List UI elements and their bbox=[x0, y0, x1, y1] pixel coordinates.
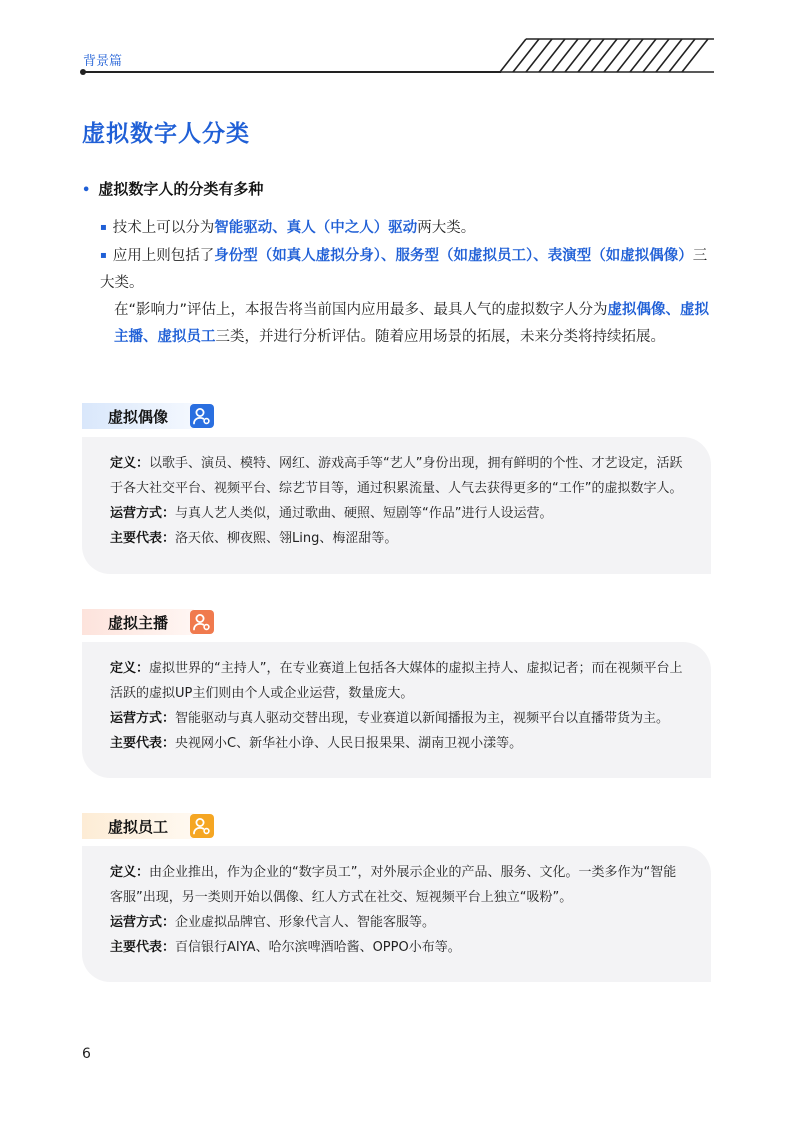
square-bullet-icon: ▪ bbox=[100, 250, 107, 261]
square-bullet-icon: ▪ bbox=[100, 222, 107, 233]
category-card-idol bbox=[82, 437, 711, 574]
definition-label: 定义： bbox=[110, 865, 150, 880]
intro-bullet-tech bbox=[100, 214, 720, 242]
operation-row bbox=[110, 706, 683, 731]
intro-p3-post: 三类，并进行分析评估。随着应用场景的拓展，未来分类将持续拓展。 bbox=[215, 329, 665, 345]
intro-bullet-application bbox=[100, 242, 720, 351]
definition-label: 定义： bbox=[110, 456, 150, 471]
operation-row bbox=[110, 910, 683, 935]
section-heading bbox=[82, 178, 263, 199]
representative-text: 央视网小C、新华社小诤、人民日报果果、湖南卫视小漾等。 bbox=[175, 736, 523, 751]
intro-p1-pre: 技术上可以分为 bbox=[112, 220, 215, 236]
section-label: 背景篇 bbox=[83, 54, 123, 69]
category-name: 虚拟主播 bbox=[108, 614, 169, 632]
category-card-employee bbox=[82, 846, 711, 982]
intro-p1-post: 两大类。 bbox=[417, 220, 476, 236]
definition-row bbox=[110, 656, 683, 706]
definition-text: 以歌手、演员、模特、网红、游戏高手等“艺人”身份出现，拥有鲜明的个性、才艺设定，活跃于各大社交平台、视频平台、综艺节目等，通过积累流量、人气去获得更多的“工作”的虚拟数字人。 bbox=[110, 456, 683, 496]
page-title: 虚拟数字人分类 bbox=[82, 121, 250, 147]
intro-influence-paragraph bbox=[100, 297, 720, 351]
person-icon bbox=[190, 610, 214, 634]
category-tag-employee bbox=[82, 813, 217, 839]
operation-row bbox=[110, 501, 683, 526]
category-name: 虚拟偶像 bbox=[108, 408, 169, 426]
definition-row bbox=[110, 860, 683, 910]
intro-p2-post: 三大类。 bbox=[100, 248, 708, 291]
page-number: 6 bbox=[82, 1046, 91, 1062]
definition-row bbox=[110, 451, 683, 501]
category-name: 虚拟员工 bbox=[108, 818, 169, 836]
intro-p3-pre: 在“影响力”评估上，本报告将当前国内应用最多、最具人气的虚拟数字人分为 bbox=[114, 302, 608, 318]
intro-p3-highlight-2: 虚拟主播、虚拟员工 bbox=[114, 302, 710, 345]
operation-label: 运营方式： bbox=[110, 711, 176, 726]
representative-text: 洛天依、柳夜熙、翎Ling、梅涩甜等。 bbox=[175, 531, 398, 546]
bullet-dot-icon: • bbox=[82, 183, 91, 198]
intro-p2-highlight: 身份型（如真人虚拟分身）、服务型（如虚拟员工）、表演型（如虚拟偶像） bbox=[214, 248, 693, 264]
section-heading-text: 虚拟数字人的分类有多种 bbox=[98, 180, 264, 198]
definition-label: 定义： bbox=[110, 661, 150, 676]
header-stripes-decoration bbox=[496, 38, 714, 74]
intro-p3-highlight-1: 虚拟偶像、 bbox=[607, 302, 681, 318]
representative-label: 主要代表： bbox=[110, 531, 176, 546]
operation-text: 智能驱动与真人驱动交替出现，专业赛道以新闻播报为主，视频平台以直播带货为主。 bbox=[175, 711, 670, 726]
operation-text: 企业虚拟品牌官、形象代言人、智能客服等。 bbox=[175, 915, 436, 930]
representative-label: 主要代表： bbox=[110, 736, 176, 751]
operation-label: 运营方式： bbox=[110, 915, 176, 930]
operation-text: 与真人艺人类似，通过歌曲、硬照、短剧等“作品”进行人设运营。 bbox=[175, 506, 553, 521]
representative-row bbox=[110, 935, 683, 960]
definition-text: 由企业推出，作为企业的“数字员工”，对外展示企业的产品、服务、文化。一类多作为“智能客服”出现，另一类则开始以偶像、红人方式在社交、短视频平台上独立“吸粉”。 bbox=[110, 865, 677, 905]
category-tag-idol bbox=[82, 403, 217, 429]
representative-row bbox=[110, 731, 683, 756]
definition-text: 虚拟世界的“主持人”，在专业赛道上包括各大媒体的虚拟主持人、虚拟记者；而在视频平台上活跃的虚拟UP主们则由个人或企业运营，数量庞大。 bbox=[110, 661, 683, 701]
operation-label: 运营方式： bbox=[110, 506, 176, 521]
intro-p2-pre: 应用上则包括了 bbox=[112, 248, 215, 264]
category-tag-anchor bbox=[82, 609, 217, 635]
intro-p1-highlight: 智能驱动、真人（中之人）驱动 bbox=[214, 220, 418, 236]
category-card-anchor bbox=[82, 642, 711, 778]
representative-text: 百信银行AIYA、哈尔滨啤酒哈酱、OPPO小布等。 bbox=[175, 940, 461, 955]
header-rule bbox=[83, 71, 501, 73]
representative-label: 主要代表： bbox=[110, 940, 176, 955]
person-icon bbox=[190, 814, 214, 838]
representative-row bbox=[110, 526, 683, 551]
person-icon bbox=[190, 404, 214, 428]
